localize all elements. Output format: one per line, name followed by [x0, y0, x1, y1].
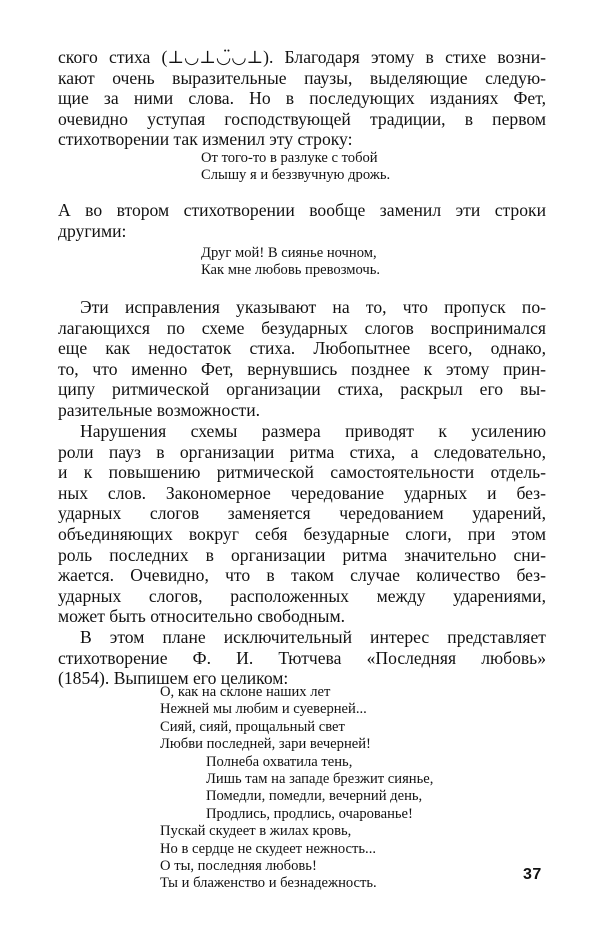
- paragraph-corrections: [58, 297, 546, 421]
- paragraph-second-poem: [58, 200, 546, 241]
- poem-line: Пускай скудеет в жилах кровь,: [160, 823, 352, 840]
- poem-line: Но в сердце не скудеет нежность...: [160, 840, 376, 857]
- text-line: А во втором стихотворении вообще заменил эти строки: [58, 200, 546, 220]
- quoted-verse-2: [201, 245, 380, 280]
- poem-line: О, как на склоне наших лет: [160, 684, 331, 700]
- text-line: ского стиха (⊥◡⊥◡̈◡⊥). Благодаря этому в стихе возни-: [58, 47, 546, 67]
- quoted-verse-1: [201, 150, 390, 185]
- text-line: и к повышению ритмической самостоятельности отдель-: [58, 462, 546, 483]
- text-line: ципу ритмической организации стиха, раскрыл его вы-: [58, 379, 546, 400]
- poem-line: Любви последней, зари вечерней!: [160, 736, 371, 753]
- text-line: может быть относительно свободным.: [58, 606, 345, 627]
- text-line: Эти исправления указывают на то, что пропуск по-: [80, 297, 546, 317]
- text-line: ных слов. Закономерное чередование ударных и без-: [58, 482, 546, 503]
- verse-line: Слышу я и беззвучную дрожь.: [201, 167, 391, 184]
- text-line: роли пауз в организации ритма стиха, а следовательно,: [58, 441, 546, 462]
- text-line: ударных слогов, расположенных между ударениями,: [58, 585, 546, 606]
- verse-line: Друг мой! В сиянье ночном,: [201, 245, 377, 261]
- text-line: роль последних в организации ритма значительно сни-: [58, 544, 546, 565]
- text-line: то, что именно Фет, вернувшись позднее к этому прин-: [58, 358, 546, 379]
- text-line: жается. Очевидно, что в таком случае количество без-: [58, 565, 546, 586]
- poem-line: Продлись, продлись, очарованье!: [206, 805, 413, 822]
- text-line: стихотворении так изменил эту строку:: [58, 129, 353, 150]
- poem-line: Нежней мы любим и суеверней...: [160, 701, 367, 718]
- text-line: В этом плане исключительный интерес представляет: [80, 627, 546, 647]
- paragraph-meter-violations: [58, 421, 546, 627]
- poem-line: Помедли, помедли, вечерний день,: [206, 788, 423, 805]
- text-line: очевидно уступая господствующей традиции, в первом: [58, 108, 546, 129]
- text-line: кают очень выразительные паузы, выделяющие следую-: [58, 67, 546, 88]
- text-line: (1854). Выпишем его целиком:: [58, 668, 289, 689]
- poem-line: Лишь там на западе брезжит сиянье,: [206, 771, 434, 788]
- verse-line: От того-то в разлуке с тобой: [201, 150, 378, 166]
- poem-line: Сияй, сияй, прощальный свет: [160, 718, 345, 735]
- paragraph-tyutchev-intro: [58, 627, 546, 689]
- text-line: ударных слогов заменяется чередованием ударений,: [58, 503, 546, 524]
- poem-last-love: [160, 684, 433, 893]
- text-line: Нарушения схемы размера приводят к усилению: [80, 421, 546, 441]
- text-line: другими:: [58, 220, 127, 241]
- verse-line: Как мне любовь превозмочь.: [201, 262, 381, 279]
- text-line: объединяющих вокруг себя безударные слоги, при этом: [58, 523, 546, 544]
- page-number: 37: [523, 866, 542, 883]
- poem-line: Полнеба охватила тень,: [206, 753, 353, 770]
- poem-line: Ты и блаженство и безнадежность.: [160, 875, 377, 892]
- text-line: лагающихся по схеме безударных слогов воспринимался: [58, 317, 546, 338]
- text-line: еще как недостаток стиха. Любопытнее всего, однако,: [58, 338, 546, 359]
- poem-line: О ты, последняя любовь!: [160, 858, 317, 875]
- paragraph-continuation: [58, 47, 546, 150]
- text-line: разительные возможности.: [58, 399, 261, 420]
- text-line: щие за ними слова. Но в последующих изданиях Фет,: [58, 88, 546, 109]
- text-line: стихотворение Ф. И. Тютчева «Последняя любовь»: [58, 647, 546, 668]
